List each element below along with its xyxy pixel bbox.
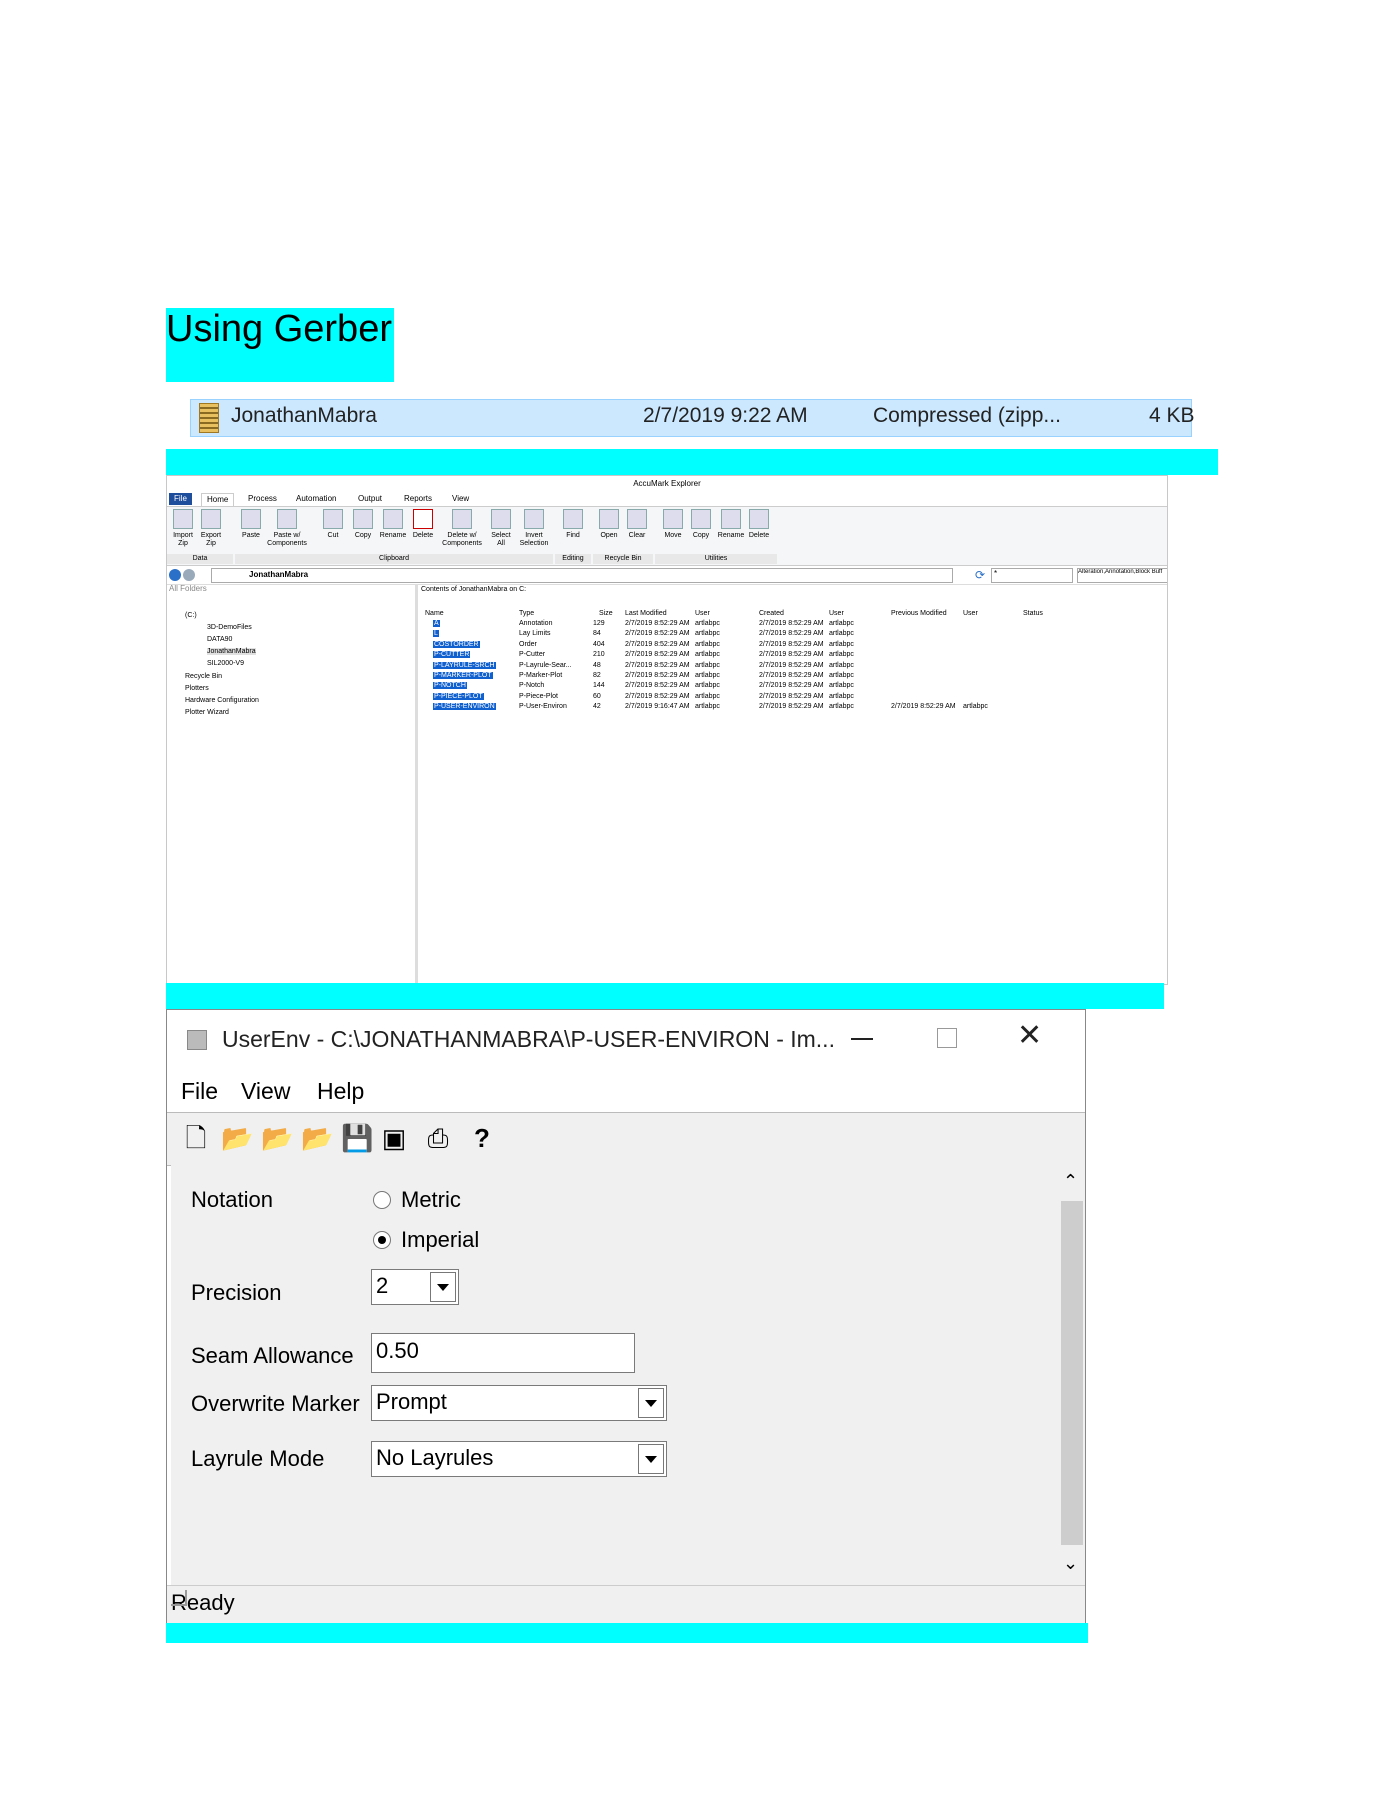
tab-home[interactable]: Home bbox=[201, 493, 234, 506]
address-bar bbox=[167, 566, 1167, 585]
row-type: Order bbox=[519, 640, 537, 648]
file-type: Compressed (zipp... bbox=[873, 404, 1061, 427]
row-cuser: artlabpc bbox=[829, 640, 854, 648]
row-modified: 2/7/2019 8:52:29 AM bbox=[625, 672, 690, 679]
tab-output[interactable]: Output bbox=[358, 494, 383, 503]
row-size: 210 bbox=[593, 651, 605, 659]
column-header[interactable]: Created bbox=[759, 610, 784, 617]
precision-label: Precision bbox=[191, 1280, 282, 1305]
seam-allowance-value: 0.50 bbox=[376, 1338, 419, 1363]
rename-button[interactable]: Rename bbox=[379, 509, 407, 540]
row-modified: 2/7/2019 8:52:29 AM bbox=[625, 620, 690, 627]
print-icon[interactable]: ⎙ bbox=[427, 1123, 449, 1153]
folder-tree-pane bbox=[167, 584, 418, 984]
tab-view[interactable]: View bbox=[452, 494, 470, 503]
tree-plotter-wizard[interactable]: Plotter Wizard bbox=[185, 709, 229, 716]
ribbon bbox=[167, 507, 1167, 566]
open-recycle-button[interactable]: Open bbox=[595, 509, 623, 540]
row-user: artlabpc bbox=[695, 672, 720, 679]
row-type: Lay Limits bbox=[519, 630, 551, 638]
recycle-open-icon bbox=[599, 509, 619, 529]
row-created: 2/7/2019 8:52:29 AM bbox=[759, 620, 824, 627]
row-size: 42 bbox=[593, 703, 601, 711]
resize-grip-icon[interactable] bbox=[171, 1590, 187, 1606]
row-name[interactable]: P-CUTTER bbox=[434, 651, 470, 659]
chevron-down-icon[interactable] bbox=[638, 1388, 664, 1418]
column-header[interactable]: Last Modified bbox=[625, 610, 667, 617]
open-folder-icon[interactable]: 📂 bbox=[221, 1123, 254, 1153]
file-name: JonathanMabra bbox=[231, 404, 377, 427]
radio-metric[interactable] bbox=[373, 1191, 391, 1209]
red-x-icon bbox=[413, 509, 433, 529]
row-modified: 2/7/2019 8:52:29 AM bbox=[625, 692, 690, 700]
recycle-clear-icon bbox=[627, 509, 647, 529]
tab-automation[interactable]: Automation bbox=[296, 494, 337, 503]
column-header[interactable]: User bbox=[829, 610, 844, 617]
row-size: 144 bbox=[593, 682, 605, 690]
group-editing: Editing bbox=[555, 554, 591, 564]
row-name[interactable]: P-NOTCH bbox=[434, 682, 466, 690]
type-filter-input[interactable]: Alteration,Annotation,Block Buff bbox=[1077, 568, 1168, 583]
scroll-thumb[interactable] bbox=[1061, 1201, 1083, 1545]
delete-with-components-button[interactable]: Delete w/ Components bbox=[441, 509, 483, 548]
paste-with-components-icon bbox=[277, 509, 297, 529]
settings-panel bbox=[171, 1165, 1085, 1585]
layrule-mode-label: Layrule Mode bbox=[191, 1446, 325, 1471]
imperial-label: Imperial bbox=[401, 1227, 480, 1252]
pane-title: All Folders bbox=[169, 584, 207, 593]
save-icon[interactable]: 💾 bbox=[341, 1123, 374, 1153]
find-button[interactable]: Find bbox=[559, 509, 587, 540]
copy-icon bbox=[691, 509, 711, 529]
delete-components-icon bbox=[452, 509, 472, 529]
status-bar bbox=[167, 1585, 1085, 1625]
seam-allowance-input[interactable] bbox=[371, 1333, 635, 1373]
row-user: artlabpc bbox=[695, 692, 720, 700]
menu-file[interactable]: File bbox=[181, 1078, 219, 1104]
row-user: artlabpc bbox=[695, 682, 720, 690]
import-zip-button[interactable]: Import Zip bbox=[169, 509, 197, 548]
row-puser: artlabpc bbox=[963, 703, 988, 711]
refresh-icon[interactable]: ⟳ bbox=[975, 568, 986, 582]
open-arrow-icon[interactable]: 📂 bbox=[261, 1123, 294, 1153]
radio-imperial[interactable] bbox=[373, 1231, 391, 1249]
row-created: 2/7/2019 8:52:29 AM bbox=[759, 651, 824, 659]
close-icon[interactable]: ✕ bbox=[1017, 1019, 1043, 1052]
help-icon[interactable]: ? bbox=[474, 1123, 490, 1153]
highlight-band bbox=[166, 1623, 1088, 1643]
row-created: 2/7/2019 8:52:29 AM bbox=[759, 672, 824, 679]
tab-file[interactable]: File bbox=[169, 493, 192, 505]
file-explorer-strip bbox=[166, 382, 1216, 448]
row-user: artlabpc bbox=[695, 661, 720, 669]
vertical-scrollbar[interactable] bbox=[1053, 1165, 1085, 1585]
row-type: P-Notch bbox=[519, 682, 545, 690]
tree-hardware-configuration[interactable]: Hardware Configuration bbox=[185, 697, 259, 704]
status-text: Ready bbox=[171, 1590, 235, 1615]
tree-recycle-bin[interactable]: Recycle Bin bbox=[185, 673, 222, 680]
copy-button[interactable]: Copy bbox=[349, 509, 377, 540]
seam-allowance-label: Seam Allowance bbox=[191, 1343, 354, 1368]
group-clipboard: Clipboard bbox=[235, 554, 553, 564]
overwrite-marker-label: Overwrite Marker bbox=[191, 1391, 360, 1416]
export-zip-button[interactable]: Export Zip bbox=[197, 509, 225, 548]
save-to-folder-icon[interactable]: 📂 bbox=[301, 1123, 334, 1153]
menu-help[interactable]: Help bbox=[317, 1078, 365, 1104]
save-as-icon[interactable]: ▣ bbox=[381, 1123, 407, 1153]
file-date: 2/7/2019 9:22 AM bbox=[643, 404, 808, 427]
row-modified: 2/7/2019 8:52:29 AM bbox=[625, 651, 690, 659]
row-cuser: artlabpc bbox=[829, 692, 854, 700]
delete-button[interactable]: Delete bbox=[409, 509, 437, 540]
export-zip-icon bbox=[201, 509, 221, 529]
row-user: artlabpc bbox=[695, 620, 720, 627]
row-cuser: artlabpc bbox=[829, 682, 854, 690]
tab-reports[interactable]: Reports bbox=[404, 494, 433, 503]
row-modified: 2/7/2019 8:52:29 AM bbox=[625, 630, 690, 638]
precision-select[interactable] bbox=[371, 1269, 459, 1305]
row-modified: 2/7/2019 9:16:47 AM bbox=[625, 703, 690, 711]
tree-folder-3d-demofiles[interactable]: 3D-DemoFiles bbox=[207, 624, 252, 631]
layrule-mode-value: No Layrules bbox=[376, 1445, 494, 1470]
row-created: 2/7/2019 8:52:29 AM bbox=[759, 630, 824, 638]
search-input[interactable]: * bbox=[991, 568, 1073, 583]
userenv-window bbox=[166, 1009, 1086, 1625]
select-all-icon bbox=[491, 509, 511, 529]
file-row-selected[interactable] bbox=[190, 399, 1195, 437]
ribbon-tabs bbox=[167, 492, 1167, 507]
menu-bar bbox=[167, 1068, 1085, 1112]
row-user: artlabpc bbox=[695, 703, 720, 711]
row-name[interactable]: P-MARKER-PLOT bbox=[434, 672, 492, 679]
group-utilities: Utilities bbox=[655, 554, 777, 564]
metric-label: Metric bbox=[401, 1187, 461, 1212]
row-size: 48 bbox=[593, 661, 601, 669]
row-size: 60 bbox=[593, 692, 601, 700]
highlight-band bbox=[166, 449, 1218, 475]
paste-icon bbox=[241, 509, 261, 529]
row-name[interactable]: A bbox=[434, 620, 439, 627]
row-prev: 2/7/2019 8:52:29 AM bbox=[891, 703, 956, 711]
accumark-window bbox=[166, 475, 1168, 985]
overwrite-marker-select[interactable] bbox=[371, 1385, 667, 1421]
utilities-delete-button[interactable]: Delete bbox=[745, 509, 773, 540]
tree-folder-data90[interactable]: DATA90 bbox=[207, 636, 233, 643]
row-cuser: artlabpc bbox=[829, 651, 854, 659]
column-header[interactable]: Previous Modified bbox=[891, 610, 947, 617]
paste-with-components-button[interactable]: Paste w/ Components bbox=[267, 509, 307, 548]
column-header[interactable]: User bbox=[695, 610, 710, 617]
row-created: 2/7/2019 8:52:29 AM bbox=[759, 703, 824, 711]
row-type: P-Piece-Plot bbox=[519, 692, 558, 700]
scroll-down-icon[interactable]: ⌄ bbox=[1063, 1553, 1079, 1573]
group-recycle-bin: Recycle Bin bbox=[593, 554, 653, 564]
row-size: 84 bbox=[593, 630, 601, 638]
binoculars-icon bbox=[563, 509, 583, 529]
rename-icon bbox=[383, 509, 403, 529]
invert-selection-button[interactable]: Invert Selection bbox=[517, 509, 551, 548]
address-field[interactable] bbox=[211, 568, 953, 583]
cut-button[interactable]: Cut bbox=[319, 509, 347, 540]
row-user: artlabpc bbox=[695, 630, 720, 638]
tab-process[interactable]: Process bbox=[248, 494, 277, 503]
row-user: artlabpc bbox=[695, 651, 720, 659]
maximize-icon[interactable] bbox=[937, 1028, 957, 1048]
row-cuser: artlabpc bbox=[829, 620, 854, 627]
row-type: P-User-Environ bbox=[519, 703, 567, 711]
row-created: 2/7/2019 8:52:29 AM bbox=[759, 661, 824, 669]
forward-icon[interactable] bbox=[183, 569, 195, 581]
column-header[interactable]: Name bbox=[425, 610, 444, 617]
utilities-move-button[interactable]: Move bbox=[659, 509, 687, 540]
back-icon[interactable] bbox=[169, 569, 181, 581]
highlight-band bbox=[166, 983, 1164, 1009]
row-cuser: artlabpc bbox=[829, 661, 854, 669]
import-zip-icon bbox=[173, 509, 193, 529]
row-created: 2/7/2019 8:52:29 AM bbox=[759, 692, 824, 700]
column-header[interactable]: Size bbox=[599, 610, 613, 617]
notation-label: Notation bbox=[191, 1187, 273, 1212]
column-header[interactable]: User bbox=[963, 610, 978, 617]
row-size: 129 bbox=[593, 620, 605, 627]
window-title: AccuMark Explorer bbox=[633, 479, 701, 488]
tree-folder-sil2000[interactable]: SIL2000-V9 bbox=[207, 660, 244, 667]
invert-selection-icon bbox=[524, 509, 544, 529]
utilities-rename-button[interactable]: Rename bbox=[717, 509, 745, 540]
row-cuser: artlabpc bbox=[829, 630, 854, 638]
address-text: JonathanMabra bbox=[249, 570, 309, 579]
tree-folder-jonathanmabra[interactable]: JonathanMabra bbox=[207, 648, 256, 655]
row-name[interactable]: P-PIECE-PLOT bbox=[434, 692, 483, 700]
minimize-icon[interactable] bbox=[851, 1038, 873, 1040]
app-icon bbox=[187, 1030, 207, 1050]
select-all-button[interactable]: Select All bbox=[487, 509, 515, 548]
row-type: P-Marker-Plot bbox=[519, 672, 563, 679]
zip-folder-icon bbox=[199, 403, 219, 433]
contents-pane bbox=[419, 584, 1167, 984]
new-file-icon[interactable]: 🗋 bbox=[185, 1123, 207, 1153]
scissors-icon bbox=[323, 509, 343, 529]
chevron-down-icon[interactable] bbox=[638, 1444, 664, 1474]
toolbar bbox=[167, 1112, 1085, 1166]
clear-recycle-button[interactable]: Clear bbox=[623, 509, 651, 540]
column-header[interactable]: Type bbox=[519, 610, 535, 617]
row-created: 2/7/2019 8:52:29 AM bbox=[759, 682, 824, 690]
page-heading bbox=[166, 308, 394, 382]
column-header[interactable]: Status bbox=[1023, 610, 1043, 617]
paste-button[interactable]: Paste bbox=[237, 509, 265, 540]
row-name[interactable]: L bbox=[434, 630, 438, 638]
scroll-up-icon[interactable]: ⌃ bbox=[1063, 1171, 1079, 1191]
file-size: 4 KB bbox=[1149, 404, 1195, 427]
page-heading-text: Using Gerber bbox=[166, 308, 392, 350]
title-bar bbox=[167, 1010, 1085, 1068]
window-title: UserEnv - C:\JONATHANMABRA\P-USER-ENVIRON - Im... bbox=[222, 1026, 835, 1052]
row-type: P-Cutter bbox=[519, 651, 546, 659]
row-type: Annotation bbox=[519, 620, 553, 627]
red-x-icon bbox=[749, 509, 769, 529]
row-size: 404 bbox=[593, 640, 605, 648]
overwrite-marker-value: Prompt bbox=[376, 1389, 447, 1414]
row-type: P-Layrule-Sear... bbox=[519, 661, 572, 669]
tree-plotters[interactable]: Plotters bbox=[185, 685, 209, 692]
utilities-copy-button[interactable]: Copy bbox=[687, 509, 715, 540]
row-modified: 2/7/2019 8:52:29 AM bbox=[625, 661, 690, 669]
move-icon bbox=[663, 509, 683, 529]
row-name[interactable]: P-USER-ENVIRON bbox=[434, 703, 495, 711]
row-name[interactable]: COSTORDER bbox=[434, 640, 479, 648]
row-name[interactable]: P-LAYRULE-SRCH bbox=[434, 661, 495, 669]
row-modified: 2/7/2019 8:52:29 AM bbox=[625, 682, 690, 690]
row-cuser: artlabpc bbox=[829, 672, 854, 679]
row-created: 2/7/2019 8:52:29 AM bbox=[759, 640, 824, 648]
layrule-mode-select[interactable] bbox=[371, 1441, 667, 1477]
group-data: Data bbox=[167, 554, 233, 564]
chevron-down-icon[interactable] bbox=[430, 1272, 456, 1302]
copy-icon bbox=[353, 509, 373, 529]
contents-title: Contents of JonathanMabra on C: bbox=[421, 586, 527, 593]
menu-view[interactable]: View bbox=[241, 1078, 291, 1104]
row-modified: 2/7/2019 8:52:29 AM bbox=[625, 640, 690, 648]
row-cuser: artlabpc bbox=[829, 703, 854, 711]
rename-icon bbox=[721, 509, 741, 529]
tree-drive-c[interactable]: (C:) bbox=[185, 612, 197, 619]
precision-value: 2 bbox=[376, 1273, 389, 1298]
row-user: artlabpc bbox=[695, 640, 720, 648]
row-size: 82 bbox=[593, 672, 601, 679]
